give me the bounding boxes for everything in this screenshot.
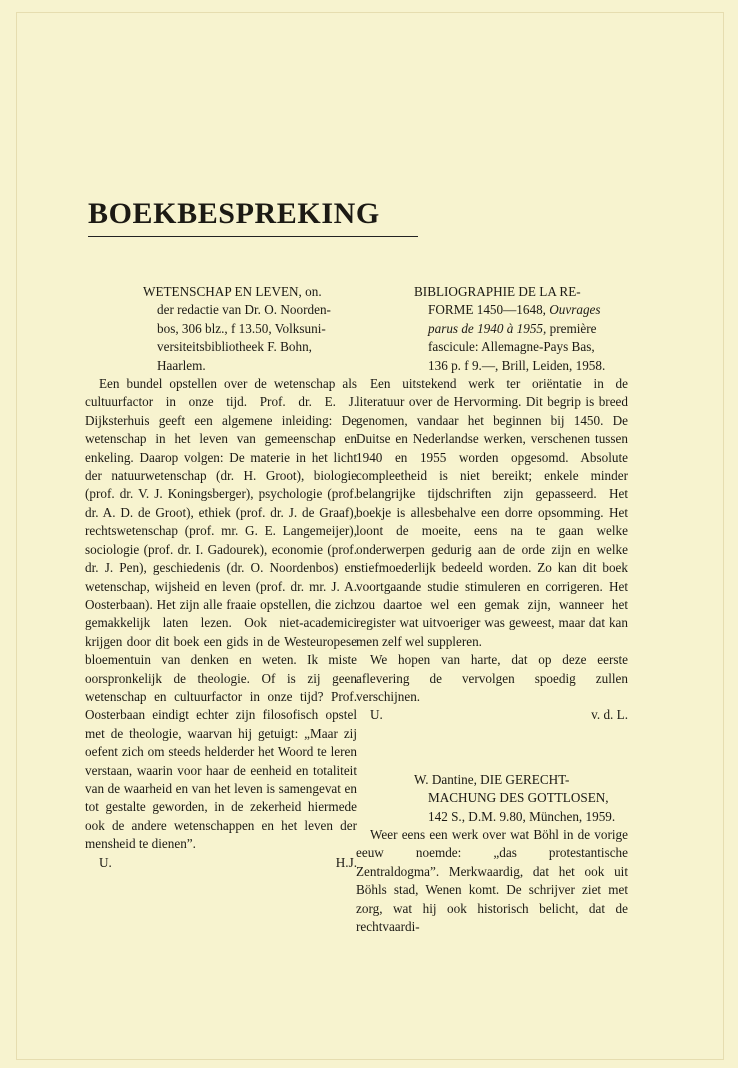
signature-left: U. <box>370 707 383 723</box>
review-body: Een bundel opstellen over de wetenschap als cultuurfactor in onze tijd. Prof. dr. E. J. Dijksterhuis geeft een algemene inleiding: De wetenschap in het leven van gemeenschap en enkeling. Daarop volgen: De materie in het licht der natuurwetenschap (dr. H. Groot), biologie (prof. dr. V. J. Koningsberger), psychologie (prof. dr. A. D. de Groot), ethiek (prof. dr. J. de Graaf), rechtswetenschap (prof. mr. G. E. Langemeijer), sociologie (prof. dr. I. Gadourek), economie (prof. dr. J. Pen), geschiedenis (dr. O. Noordenbos) en wetenschap, wijsheid en leven (prof. dr. mr. J. A. Oosterbaan). Het zijn alle fraaie opstellen, die zich gemakkelijk laten lezen. Ook niet-academici krijgen door dit boek een gids in de Westeuropese bloementuin van denken en weten. Ik miste oorspronkelijk de theologie. Of is zij geen wetenschap en cultuurfactor in onze tijd? Prof. Oosterbaan eindigt echter zijn filosofisch opstel met de theologie, waarvan hij getuigt: „Maar zij oefent zich om steeds helderder het Woord te leren verstaan, waarin voor haar de eenheid en totaliteit van de waarheid en van het leven is samengevat en tot gestalte geworden, in de zekerheid hiermede ook de andere wetenschappen en het leven der mensheid te dienen”. <box>85 376 357 852</box>
reference-text: FORME 1450—1648, <box>428 302 546 318</box>
book-reference: 136 p. f 9.—, Brill, Leiden, 1958. <box>428 357 606 373</box>
page-heading: BOEKBESPREKING <box>88 197 380 230</box>
right-column <box>356 283 628 936</box>
review-signature <box>356 706 628 724</box>
book-reference <box>356 320 628 338</box>
review-body: We hopen van harte, dat op deze eerste aflevering de vervolgen spoedig zullen verschijnen. <box>356 652 628 704</box>
book-reference <box>356 301 628 319</box>
book-reference: W. Dantine, DIE GERECHT- <box>414 771 570 787</box>
book-reference: MACHUNG DES GOTTLOSEN, <box>428 790 609 806</box>
book-reference: fascicule: Allemagne-Pays Bas, <box>428 339 595 355</box>
signature-right: H.J. <box>335 854 357 870</box>
signature-left: U. <box>99 854 112 870</box>
left-column <box>85 283 357 872</box>
reference-text: première <box>549 320 597 336</box>
review-body: Een uitstekend werk ter oriëntatie in de literatuur over de Hervorming. Dit begrip is breed genomen, vandaar het beginnen bij 1450. De Duitse en Nederlandse werken, verschenen tussen 1940 en 1955 worden opgesomd. Absolute compleetheid is niet bereikt; enkele minder belangrijke tijdschriften zijn gepasseerd. Het boekje is allesbehalve een dorre opsomming. Het loont de moeite, eens na te gaan welke onderwerpen gedurig aan de orde zijn en welke stiefmoederlijk bedeeld worden. Zo kan dit boek voortgaande studie stimuleren en corrigeren. Het zou daartoe wel een gemak zijn, wanneer het register wat uitvoeriger was geweest, maar dat kan men zelf wel suppleren. <box>356 376 628 649</box>
book-reference: versiteitsbibliotheek F. Bohn, <box>157 339 312 355</box>
book-reference: der redactie van Dr. O. Noorden- <box>157 302 331 318</box>
book-reference: Haarlem. <box>157 357 206 373</box>
review-body: Weer eens een werk over wat Böhl in de vorige eeuw noemde: „das protestantische Zentraldogma”. Merkwaardig, dat het ook uit Böhls stad, Wenen komt. De schrijver ziet met zorg, wat hij ook historisch belicht, dat de rechtvaardi- <box>356 826 628 934</box>
review-separator <box>356 725 628 771</box>
reference-title-italic: Ouvrages <box>549 302 601 318</box>
book-reference: bos, 306 blz., f 13.50, Volksuni- <box>157 320 326 336</box>
heading-rule <box>88 236 418 237</box>
review-signature <box>85 854 357 872</box>
book-reference: WETENSCHAP EN LEVEN, on. <box>143 284 322 299</box>
reference-title-italic: parus de 1940 à 1955, <box>428 320 547 336</box>
signature-right: v. d. L. <box>591 707 628 723</box>
book-reference: BIBLIOGRAPHIE DE LA RE- <box>414 284 581 299</box>
book-reference: 142 S., D.M. 9.80, München, 1959. <box>428 808 616 824</box>
